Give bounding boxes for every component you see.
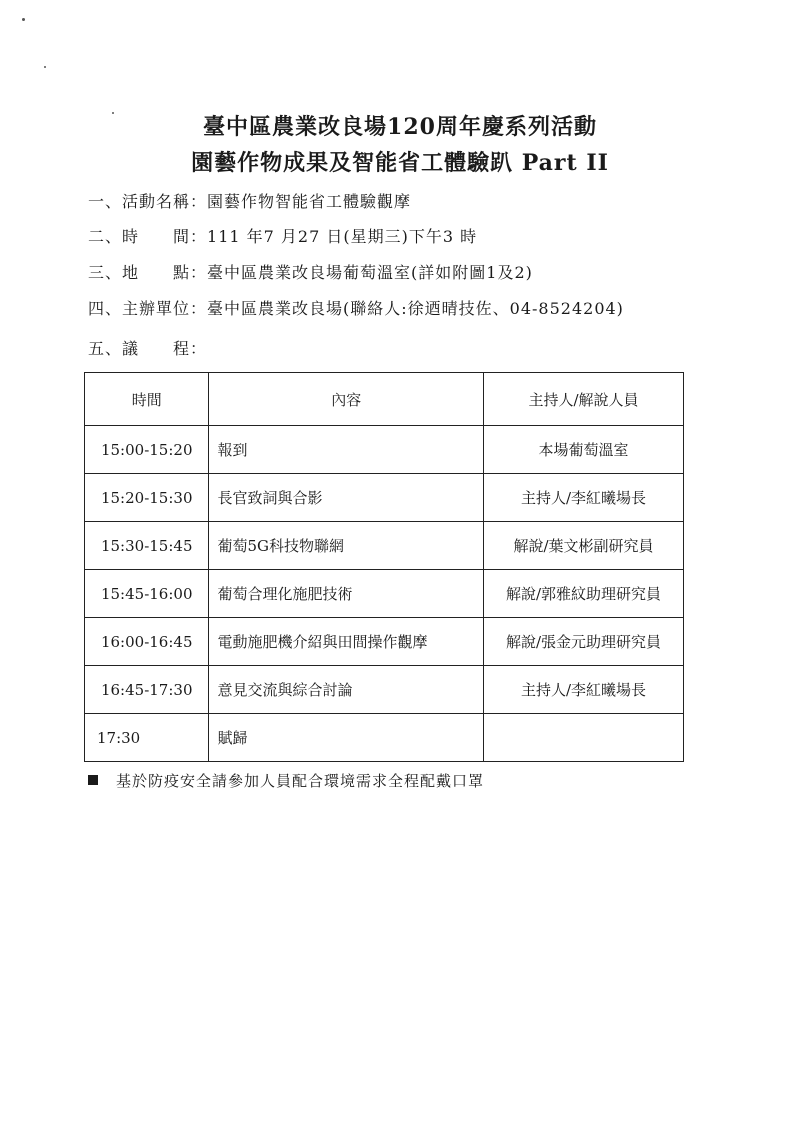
row-time: 16:45-17:30 [85,666,209,714]
header-time: 時間 [85,373,209,426]
row-content: 報到 [209,426,483,474]
row-host: 解說/張金元助理研究員 [483,618,683,666]
table-row [85,426,684,474]
row-content: 電動施肥機介紹與田間操作觀摩 [209,618,483,666]
info-label: 四、主辦單位： [88,299,208,318]
document-subtitle: 園藝作物成果及智能省工體驗趴 Part II [191,150,609,176]
info-agenda [88,336,207,359]
info-value: 園藝作物智能省工體驗觀摩 [207,192,412,211]
mask-notice-text: 基於防疫安全請參加人員配合環境需求全程配戴口罩 [116,772,485,790]
info-activity-name [88,189,411,212]
info-value: 臺中區農業改良場(聯絡人:徐迺晴技佐、04-8524204) [207,299,624,318]
info-label: 一、活動名稱： [88,192,208,211]
table-row [85,522,684,570]
info-value: 111 年7 月27 日(星期三)下午3 時 [207,227,478,246]
mask-notice [88,770,484,791]
square-bullet-icon [88,775,98,785]
row-time: 17:30 [85,714,209,762]
row-time: 15:20-15:30 [85,474,209,522]
table-row [85,618,684,666]
row-host: 解說/郭雅紋助理研究員 [483,570,683,618]
info-label: 三、地 點： [88,263,208,282]
table-row [85,570,684,618]
table-row [85,666,684,714]
table-header-row [85,373,684,426]
info-label: 二、時 間： [88,227,208,246]
row-host [483,714,683,762]
row-content: 賦歸 [209,714,483,762]
scan-speck [44,66,46,68]
row-content: 葡萄合理化施肥技術 [209,570,483,618]
row-content: 意見交流與綜合討論 [209,666,483,714]
row-time: 15:45-16:00 [85,570,209,618]
info-time [88,224,477,247]
info-label: 五、議 程： [88,339,208,358]
document-title: 臺中區農業改良場120周年慶系列活動 [203,114,597,140]
table-row [85,714,684,762]
info-location [88,260,533,283]
agenda-table [84,372,684,762]
row-content: 葡萄5G科技物聯網 [209,522,483,570]
header-host: 主持人/解說人員 [483,373,683,426]
row-host: 解說/葉文彬副研究員 [483,522,683,570]
table-row [85,474,684,522]
row-time: 15:30-15:45 [85,522,209,570]
row-host: 主持人/李紅曦場長 [483,666,683,714]
info-value: 臺中區農業改良場葡萄溫室(詳如附圖1及2) [207,263,533,282]
row-time: 16:00-16:45 [85,618,209,666]
row-time: 15:00-15:20 [85,426,209,474]
header-content: 內容 [209,373,483,426]
scan-speck [22,18,25,21]
info-organizer [88,296,624,319]
row-host: 本場葡萄溫室 [483,426,683,474]
row-content: 長官致詞與合影 [209,474,483,522]
row-host: 主持人/李紅曦場長 [483,474,683,522]
